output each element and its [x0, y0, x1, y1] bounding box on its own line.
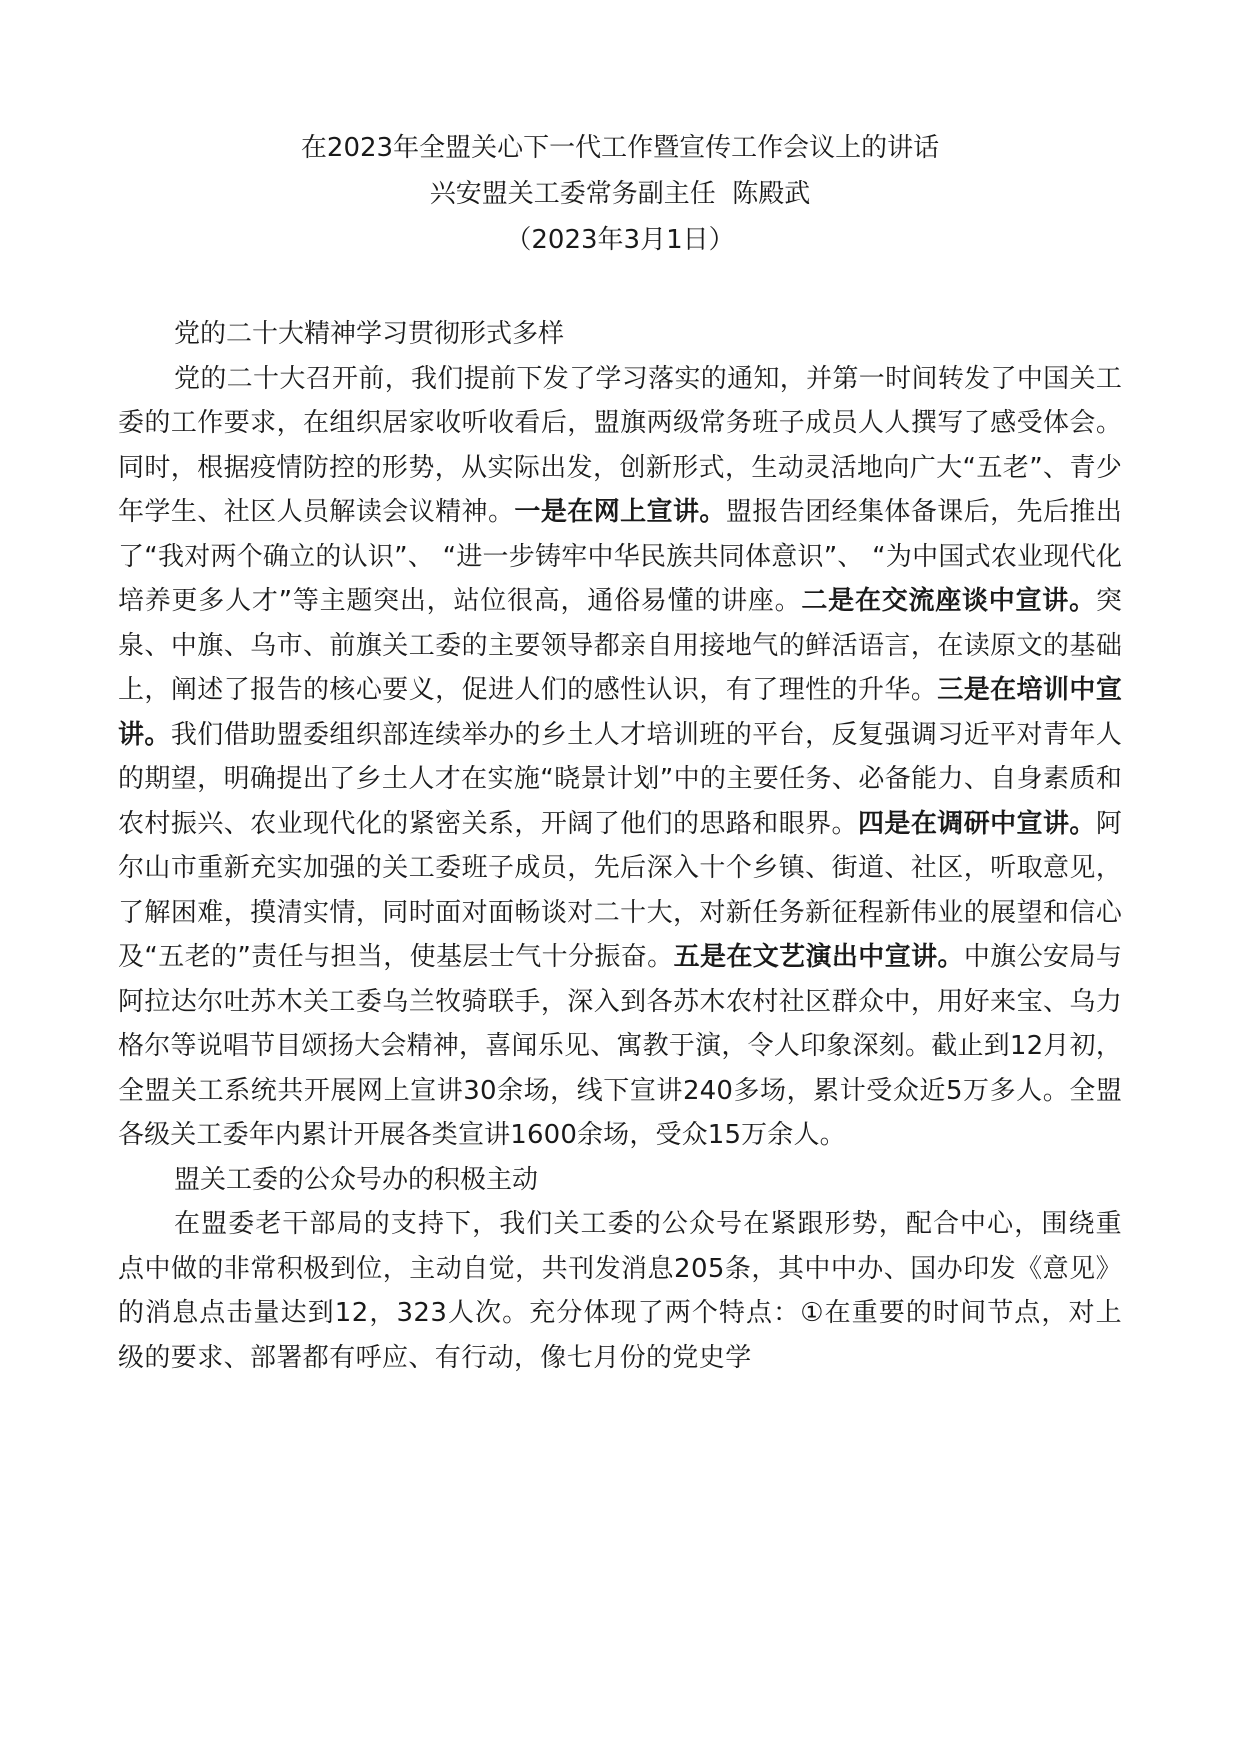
- paragraph-text: 突泉、中旗、乌市、前旗关工委的主要领导都亲自用接地气的鲜活语言，在读原文的基础上，阐述了报告的核心要义，促进人们的感性认识，有了理性的升华。: [118, 586, 1122, 705]
- paragraph-text: 阿尔山市重新充实加强的关工委班子成员，先后深入十个乡镇、街道、社区，听取意见，了解困难，摸清实情，同时面对面畅谈对二十大，对新任务新征程新伟业的展望和信心及“五老的”责任与担当，使基层士气十分振奋。: [118, 808, 1122, 972]
- paragraph-text: 中旗公安局与阿拉达尔吐苏木关工委乌兰牧骑联手，深入到各苏木农村社区群众中，用好来宝、乌力格尔等说唱节目颂扬大会精神，喜闻乐见、寓教于演，令人印象深刻。截止到12月初，全盟关工系统共开展网上宣讲30余场，线下宣讲240多场，累计受众近5万多人。全盟各级关工委年内累计开展各类宣讲1600余场，受众15万余人。: [118, 942, 1122, 1150]
- bold-point-1: 一是在网上宣讲。: [514, 497, 726, 527]
- document-body: [118, 312, 1122, 1380]
- bold-point-2: 二是在交流座谈中宣讲。: [801, 586, 1096, 616]
- bold-point-4: 四是在调研中宣讲。: [857, 808, 1096, 839]
- bold-point-3: 三是在培训中宣讲。: [118, 675, 1122, 750]
- bold-point-5: 五是在文艺演出中宣讲。: [673, 942, 964, 972]
- speech-date: （2023年3月1日）: [505, 225, 735, 255]
- section-heading: 党的二十大精神学习贯彻形式多样: [174, 319, 565, 349]
- paragraph-text: 盟报告团经集体备课后，先后推出了“我对两个确立的认识”、 “进一步铸牢中华民族共同体意识”、 “为中国式农业现代化培养更多人才”等主题突出，站位很高，通俗易懂的讲座。: [118, 497, 1122, 616]
- paragraph-text: 我们借助盟委组织部连续举办的乡土人才培训班的平台，反复强调习近平对青年人的期望，明确提出了乡土人才在实施“晓景计划”中的主要任务、必备能力、自身素质和农村振兴、农业现代化的紧密关系，开阔了他们的思路和眼界。: [118, 719, 1122, 839]
- document-title: 在2023年全盟关心下一代工作暨宣传工作会议上的讲话: [300, 133, 940, 163]
- document-header: [0, 125, 1240, 263]
- section-heading: 盟关工委的公众号办的积极主动: [174, 1164, 539, 1195]
- section-paragraph: [118, 357, 1122, 1158]
- paragraph-text: 党的二十大召开前，我们提前下发了学习落实的通知，并第一时间转发了中国关工委的工作要求，在组织居家收听收看后，盟旗两级常务班子成员人人撰写了感受体会。同时，根据疫情防控的形势，从实际出发，创新形式，生动灵活地向广大“五老”、青少年学生、社区人员解读会议精神。: [118, 363, 1122, 527]
- speaker-line: 兴安盟关工委常务副主任 陈殿武: [429, 179, 811, 209]
- section-paragraph: 在盟委老干部局的支持下，我们关工委的公众号在紧跟形势，配合中心，围绕重点中做的非常积极到位，主动自觉，共刊发消息205条，其中中办、国办印发《意见》的消息点击量达到12，323人次。充分体现了两个特点：①在重要的时间节点，对上级的要求、部署都有呼应、有行动，像七月份的党史学: [118, 1209, 1122, 1373]
